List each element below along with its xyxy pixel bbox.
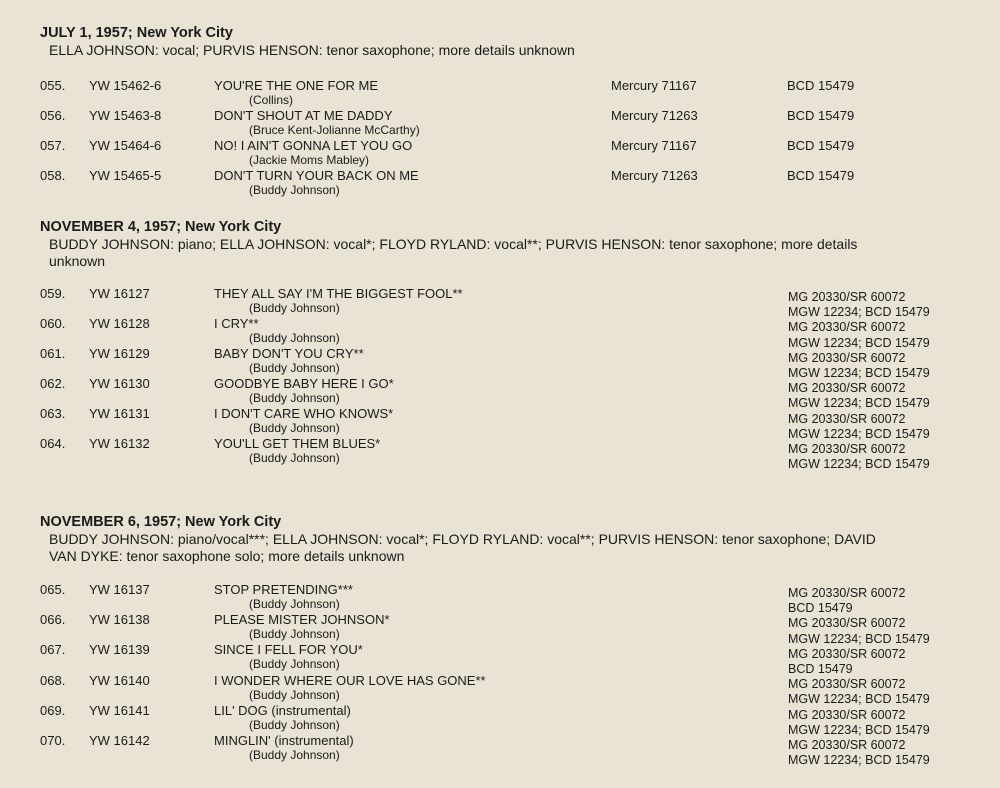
cd-issue: BCD 15479 bbox=[787, 78, 855, 93]
issue-line: MG 20330/SR 60072 bbox=[788, 677, 906, 692]
track-number: 060. bbox=[40, 316, 66, 331]
track-number: 069. bbox=[40, 703, 66, 718]
track-number: 055. bbox=[40, 78, 66, 93]
composer: (Buddy Johnson) bbox=[249, 627, 340, 641]
track-number: 063. bbox=[40, 406, 66, 421]
issue-line: MGW 12234; BCD 15479 bbox=[788, 396, 930, 411]
track-number: 066. bbox=[40, 612, 66, 627]
issue-line: MGW 12234; BCD 15479 bbox=[788, 335, 930, 350]
track-title: I CRY** bbox=[214, 316, 259, 331]
issue-line: MGW 12234; BCD 15479 bbox=[788, 366, 930, 381]
issue-line: MGW 12234; BCD 15479 bbox=[788, 753, 930, 768]
issue-list bbox=[788, 290, 930, 472]
session-personnel-continued: VAN DYKE: tenor saxophone solo; more details unknown bbox=[49, 548, 405, 564]
matrix-number: YW 15464-6 bbox=[89, 138, 162, 153]
composer: (Buddy Johnson) bbox=[249, 331, 340, 345]
issue-line: MG 20330/SR 60072 bbox=[788, 738, 906, 753]
record-label: Mercury 71167 bbox=[611, 138, 697, 153]
issue-line: MG 20330/SR 60072 bbox=[788, 442, 906, 457]
matrix-number: YW 16129 bbox=[89, 346, 150, 361]
track-title: I DON'T CARE WHO KNOWS* bbox=[214, 406, 394, 421]
issue-line: MG 20330/SR 60072 bbox=[788, 586, 906, 600]
track-title: MINGLIN' (instrumental) bbox=[214, 733, 354, 748]
issue-line: MGW 12234; BCD 15479 bbox=[788, 426, 930, 441]
composer: (Jackie Moms Mabley) bbox=[249, 153, 370, 167]
issue-list bbox=[788, 586, 930, 768]
matrix-number: YW 16140 bbox=[89, 673, 150, 688]
composer: (Buddy Johnson) bbox=[249, 597, 340, 611]
track-title: BABY DON'T YOU CRY** bbox=[214, 346, 364, 361]
matrix-number: YW 15465-5 bbox=[89, 168, 162, 183]
session-personnel-continued: unknown bbox=[49, 253, 106, 269]
track-title: SINCE I FELL FOR YOU* bbox=[214, 642, 363, 657]
record-label: Mercury 71167 bbox=[611, 78, 697, 93]
composer: (Buddy Johnson) bbox=[249, 361, 340, 375]
issue-line: BCD 15479 bbox=[788, 662, 853, 677]
matrix-number: YW 15462-6 bbox=[89, 78, 162, 93]
track-number: 058. bbox=[40, 168, 66, 183]
track-title: THEY ALL SAY I'M THE BIGGEST FOOL** bbox=[214, 286, 463, 301]
composer: (Buddy Johnson) bbox=[249, 688, 340, 702]
track-number: 070. bbox=[40, 733, 66, 748]
cd-issue: BCD 15479 bbox=[787, 168, 855, 183]
issue-line: MGW 12234; BCD 15479 bbox=[788, 692, 930, 707]
session-personnel: BUDDY JOHNSON: piano/vocal***; ELLA JOHNSON: vocal*; FLOYD RYLAND: vocal**; PURVIS HENSON: tenor saxophone; DAVID bbox=[49, 531, 876, 547]
track-title: YOU'RE THE ONE FOR ME bbox=[214, 78, 379, 93]
composer: (Collins) bbox=[249, 93, 294, 107]
issue-line: MG 20330/SR 60072 bbox=[788, 411, 906, 426]
session-header: NOVEMBER 4, 1957; New York City bbox=[40, 219, 282, 235]
track-title: NO! I AIN'T GONNA LET YOU GO bbox=[214, 138, 413, 153]
track-title: STOP PRETENDING*** bbox=[214, 582, 353, 597]
composer: (Buddy Johnson) bbox=[249, 718, 340, 732]
cd-issue: BCD 15479 bbox=[787, 138, 855, 153]
track-row bbox=[40, 168, 990, 198]
matrix-number: YW 16139 bbox=[89, 642, 150, 657]
issue-line: MG 20330/SR 60072 bbox=[788, 707, 906, 722]
track-title: DON'T SHOUT AT ME DADDY bbox=[214, 108, 393, 123]
track-row bbox=[40, 78, 990, 108]
issue-line: MGW 12234; BCD 15479 bbox=[788, 722, 930, 737]
matrix-number: YW 16127 bbox=[89, 286, 150, 301]
session-july-1-1957 bbox=[40, 25, 990, 197]
issue-line: MG 20330/SR 60072 bbox=[788, 290, 906, 304]
track-row bbox=[40, 108, 990, 138]
track-title: I WONDER WHERE OUR LOVE HAS GONE** bbox=[214, 673, 486, 688]
composer: (Buddy Johnson) bbox=[249, 301, 340, 315]
issue-line: MG 20330/SR 60072 bbox=[788, 646, 906, 661]
record-label: Mercury 71263 bbox=[611, 168, 698, 183]
session-personnel: BUDDY JOHNSON: piano; ELLA JOHNSON: vocal*; FLOYD RYLAND: vocal**; PURVIS HENSON: tenor saxophone; more details bbox=[49, 236, 858, 252]
issue-line: MG 20330/SR 60072 bbox=[788, 381, 906, 396]
session-header: NOVEMBER 6, 1957; New York City bbox=[40, 514, 282, 530]
composer: (Buddy Johnson) bbox=[249, 657, 340, 671]
matrix-number: YW 16131 bbox=[89, 406, 150, 421]
composer: (Buddy Johnson) bbox=[249, 451, 340, 465]
track-title: YOU'LL GET THEM BLUES* bbox=[214, 436, 381, 451]
cd-issue: BCD 15479 bbox=[787, 108, 855, 123]
matrix-number: YW 16128 bbox=[89, 316, 150, 331]
track-title: LIL' DOG (instrumental) bbox=[214, 703, 351, 718]
track-number: 064. bbox=[40, 436, 66, 451]
session-header: JULY 1, 1957; New York City bbox=[40, 25, 233, 41]
composer: (Buddy Johnson) bbox=[249, 421, 340, 435]
track-number: 062. bbox=[40, 376, 66, 391]
track-title: DON'T TURN YOUR BACK ON ME bbox=[214, 168, 419, 183]
composer: (Buddy Johnson) bbox=[249, 748, 340, 762]
track-number: 065. bbox=[40, 582, 66, 597]
matrix-number: YW 16132 bbox=[89, 436, 150, 451]
track-number: 057. bbox=[40, 138, 66, 153]
issue-line: MGW 12234; BCD 15479 bbox=[788, 631, 930, 646]
matrix-number: YW 15463-8 bbox=[89, 108, 162, 123]
composer: (Buddy Johnson) bbox=[249, 391, 340, 405]
issue-line: MGW 12234; BCD 15479 bbox=[788, 457, 930, 472]
track-number: 068. bbox=[40, 673, 66, 688]
track-title: GOODBYE BABY HERE I GO* bbox=[214, 376, 394, 391]
issue-line: MG 20330/SR 60072 bbox=[788, 320, 906, 335]
composer: (Buddy Johnson) bbox=[249, 183, 340, 197]
session-november-6-1957 bbox=[40, 514, 990, 768]
issue-line: MG 20330/SR 60072 bbox=[788, 350, 906, 365]
issue-line: MG 20330/SR 60072 bbox=[788, 616, 906, 631]
matrix-number: YW 16141 bbox=[89, 703, 150, 718]
track-number: 067. bbox=[40, 642, 66, 657]
matrix-number: YW 16130 bbox=[89, 376, 150, 391]
track-number: 056. bbox=[40, 108, 66, 123]
track-number: 061. bbox=[40, 346, 66, 361]
track-title: PLEASE MISTER JOHNSON* bbox=[214, 612, 390, 627]
session-personnel: ELLA JOHNSON: vocal; PURVIS HENSON: tenor saxophone; more details unknown bbox=[49, 42, 575, 58]
matrix-number: YW 16138 bbox=[89, 612, 150, 627]
matrix-number: YW 16137 bbox=[89, 582, 150, 597]
issue-line: BCD 15479 bbox=[788, 601, 853, 616]
matrix-number: YW 16142 bbox=[89, 733, 150, 748]
composer: (Bruce Kent-Jolianne McCarthy) bbox=[249, 123, 420, 137]
issue-line: MGW 12234; BCD 15479 bbox=[788, 305, 930, 320]
record-label: Mercury 71263 bbox=[611, 108, 698, 123]
track-row bbox=[40, 138, 990, 168]
session-november-4-1957 bbox=[40, 219, 990, 472]
track-number: 059. bbox=[40, 286, 66, 301]
